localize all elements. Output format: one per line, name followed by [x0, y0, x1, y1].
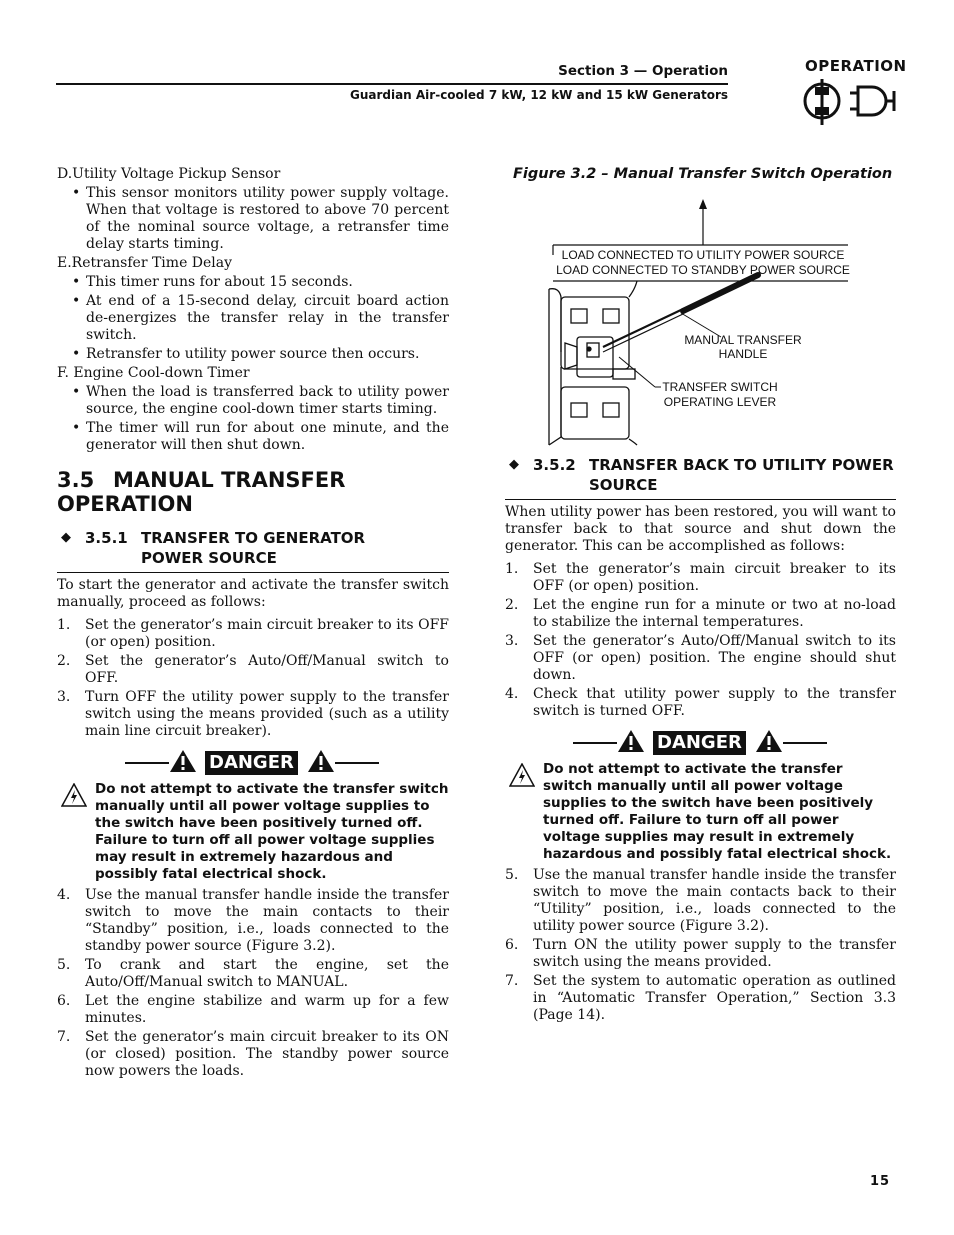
list-item-d: D.Utility Voltage Pickup Sensor	[57, 166, 281, 182]
step-item	[57, 689, 449, 740]
step-item	[57, 617, 449, 651]
right-column	[505, 166, 896, 1026]
header-subtitle: Guardian Air-cooled 7 kW, 12 kW and 15 kW Generators	[349, 88, 728, 102]
bullet-item: • This sensor monitors utility power supply voltage. When that voltage is restored to above 70 percent of the nominal source voltage, a retransfer time delay starts timing.	[57, 185, 449, 253]
handle-shaft	[603, 309, 683, 347]
section-heading	[57, 468, 449, 516]
step-item	[505, 686, 896, 720]
electrical-hazard-icon	[509, 763, 535, 787]
section-title: MANUAL TRANSFER OPERATION	[57, 468, 346, 516]
page-number: 15	[870, 1174, 891, 1189]
header-rule	[56, 83, 728, 85]
banner-line	[335, 762, 379, 764]
step-number: 4.	[505, 686, 519, 702]
subsection-rule	[57, 572, 449, 573]
diamond-bullet-icon: ◆	[509, 457, 519, 472]
figure-label-standby: LOAD CONNECTED TO STANDBY POWER SOURCE	[556, 263, 850, 277]
figure-label-handle-1: MANUAL TRANSFER	[684, 333, 802, 347]
step-number: 1.	[57, 617, 71, 633]
step-text: Check that utility power supply to the transfer switch is turned OFF.	[533, 686, 896, 719]
bullet-item: • The timer will run for about one minute, and the generator will then shut down.	[57, 420, 449, 454]
electrical-hazard-icon	[61, 783, 87, 807]
subsection-title-line1: TRANSFER TO GENERATOR	[141, 529, 366, 547]
step-item	[57, 957, 449, 991]
step-number: 7.	[57, 1029, 71, 1045]
steps-list-b	[57, 887, 449, 1080]
step-number: 1.	[505, 561, 519, 577]
handle-grip	[683, 275, 758, 311]
figure-label-handle-2: HANDLE	[718, 347, 768, 361]
step-number: 5.	[505, 867, 519, 883]
step-item	[505, 597, 896, 631]
step-text: Set the system to automatic operation as outlined in “Automatic Transfer Operation,” Section 3.3 (Page 14).	[533, 973, 896, 1023]
switch-body	[549, 281, 637, 445]
list-item-e: E.Retransfer Time Delay	[57, 255, 233, 271]
subsection-rule	[505, 499, 896, 500]
operation-plug-icon	[800, 77, 900, 131]
step-item	[505, 867, 896, 935]
bullet-item: • When the load is transferred back to utility power source, the engine cool-down timer starts timing.	[57, 384, 449, 418]
step-text: Set the generator’s main circuit breaker to its ON (or closed) position. The standby power source now powers the loads.	[85, 1029, 449, 1079]
subsection-title-line2: POWER SOURCE	[141, 549, 277, 567]
banner-line	[125, 762, 169, 764]
danger-banner	[57, 746, 449, 778]
figure-label-lever-1: TRANSFER SWITCH	[662, 380, 778, 394]
subsection-number: 3.5.1	[85, 529, 128, 547]
transfer-switch-figure	[543, 197, 863, 447]
steps-list-a	[57, 617, 449, 740]
header-section-title: Section 3 — Operation	[558, 63, 728, 79]
step-item	[505, 561, 896, 595]
subsection-number: 3.5.2	[533, 456, 576, 474]
subsection-heading-351	[57, 528, 449, 568]
step-item	[505, 633, 896, 684]
subsection-title-line1: TRANSFER BACK TO UTILITY POWER	[589, 456, 894, 474]
step-text: To crank and start the engine, set the Auto/Off/Manual switch to MANUAL.	[85, 957, 449, 990]
step-item	[57, 1029, 449, 1080]
danger-warning-text	[57, 781, 449, 883]
step-item	[505, 937, 896, 971]
figure-label-utility: LOAD CONNECTED TO UTILITY POWER SOURCE	[561, 248, 845, 262]
step-number: 7.	[505, 973, 519, 989]
intro-paragraph: To start the generator and activate the transfer switch manually, proceed as follows:	[57, 577, 449, 610]
step-number: 2.	[57, 653, 71, 669]
bullets-d	[57, 185, 449, 253]
banner-line	[573, 742, 617, 744]
danger-text: Do not attempt to activate the transfer switch manually until all power voltage supplies to the switch have been positively turned off. Failure to turn off all power voltage supplies may result in extremely hazardous and possibly fatal electrical shock.	[543, 761, 892, 862]
arrow-head-icon	[699, 199, 707, 209]
diamond-bullet-icon: ◆	[61, 530, 71, 545]
step-text: Set the generator’s Auto/Off/Manual switch to OFF.	[85, 653, 449, 686]
danger-banner	[505, 726, 896, 758]
step-item	[57, 653, 449, 687]
step-number: 2.	[505, 597, 519, 613]
step-number: 3.	[57, 689, 71, 705]
bullet-item: • This timer runs for about 15 seconds.	[57, 274, 449, 291]
step-text: Turn ON the utility power supply to the transfer switch using the means provided.	[533, 937, 896, 970]
step-number: 3.	[505, 633, 519, 649]
steps-list-b	[505, 867, 896, 1024]
bullets-e	[57, 274, 449, 363]
danger-label: DANGER	[653, 731, 746, 755]
figure-caption: Figure 3.2 – Manual Transfer Switch Operation	[513, 166, 893, 182]
bullet-item: • At end of a 15-second delay, circuit board action de-energizes the transfer relay in the transfer switch.	[57, 293, 449, 344]
step-number: 4.	[57, 887, 71, 903]
warning-triangle-icon	[307, 749, 335, 773]
left-column	[57, 166, 449, 1082]
step-text: Use the manual transfer handle inside the transfer switch to move the main contacts back to their “Utility” position, i.e., loads connected to the utility power source (Figure 3.2).	[533, 867, 896, 934]
subsection-title-line2: SOURCE	[589, 476, 658, 494]
warning-triangle-icon	[169, 749, 197, 773]
step-item	[57, 887, 449, 955]
banner-line	[783, 742, 827, 744]
step-text: Use the manual transfer handle inside the transfer switch to move the main contacts to their “Standby” position, i.e., loads connected to the standby power source (Figure 3.2).	[85, 887, 449, 954]
step-text: Set the generator’s main circuit breaker to its OFF (or open) position.	[85, 617, 449, 650]
section-number: 3.5	[57, 468, 95, 492]
step-text: Let the engine stabilize and warm up for a few minutes.	[85, 993, 449, 1026]
step-text: Set the generator’s Auto/Off/Manual switch to its OFF (or open) position. The engine should shut down.	[533, 633, 896, 683]
step-text: Set the generator’s main circuit breaker to its OFF (or open) position.	[533, 561, 896, 594]
warning-triangle-icon	[755, 729, 783, 753]
step-item	[505, 973, 896, 1024]
subsection-heading-352	[505, 455, 896, 495]
step-text: Let the engine run for a minute or two at no-load to stabilize the internal temperatures.	[533, 597, 896, 630]
step-number: 6.	[57, 993, 71, 1009]
danger-label: DANGER	[205, 751, 298, 775]
warning-triangle-icon	[617, 729, 645, 753]
figure-label-lever-2: OPERATING LEVER	[663, 395, 777, 409]
steps-list-a	[505, 561, 896, 720]
bullet-item: • Retransfer to utility power source then occurs.	[57, 346, 449, 363]
step-number: 5.	[57, 957, 71, 973]
bullets-f	[57, 384, 449, 454]
operation-badge-label: OPERATION	[805, 57, 907, 75]
intro-paragraph: When utility power has been restored, you will want to transfer back to that source and shut down the generator. This can be accomplished as follows:	[505, 504, 896, 554]
danger-text: Do not attempt to activate the transfer switch manually until all power voltage supplies to the switch have been positively turned off. Failure to turn off all power voltage supplies may result in extremely hazardous and possibly fatal electrical shock.	[95, 781, 449, 882]
danger-warning-text	[505, 761, 896, 863]
step-item	[57, 993, 449, 1027]
list-item-f: F. Engine Cool-down Timer	[57, 365, 250, 381]
step-text: Turn OFF the utility power supply to the transfer switch using the means provided (such as a utility main line circuit breaker).	[85, 689, 449, 739]
step-number: 6.	[505, 937, 519, 953]
